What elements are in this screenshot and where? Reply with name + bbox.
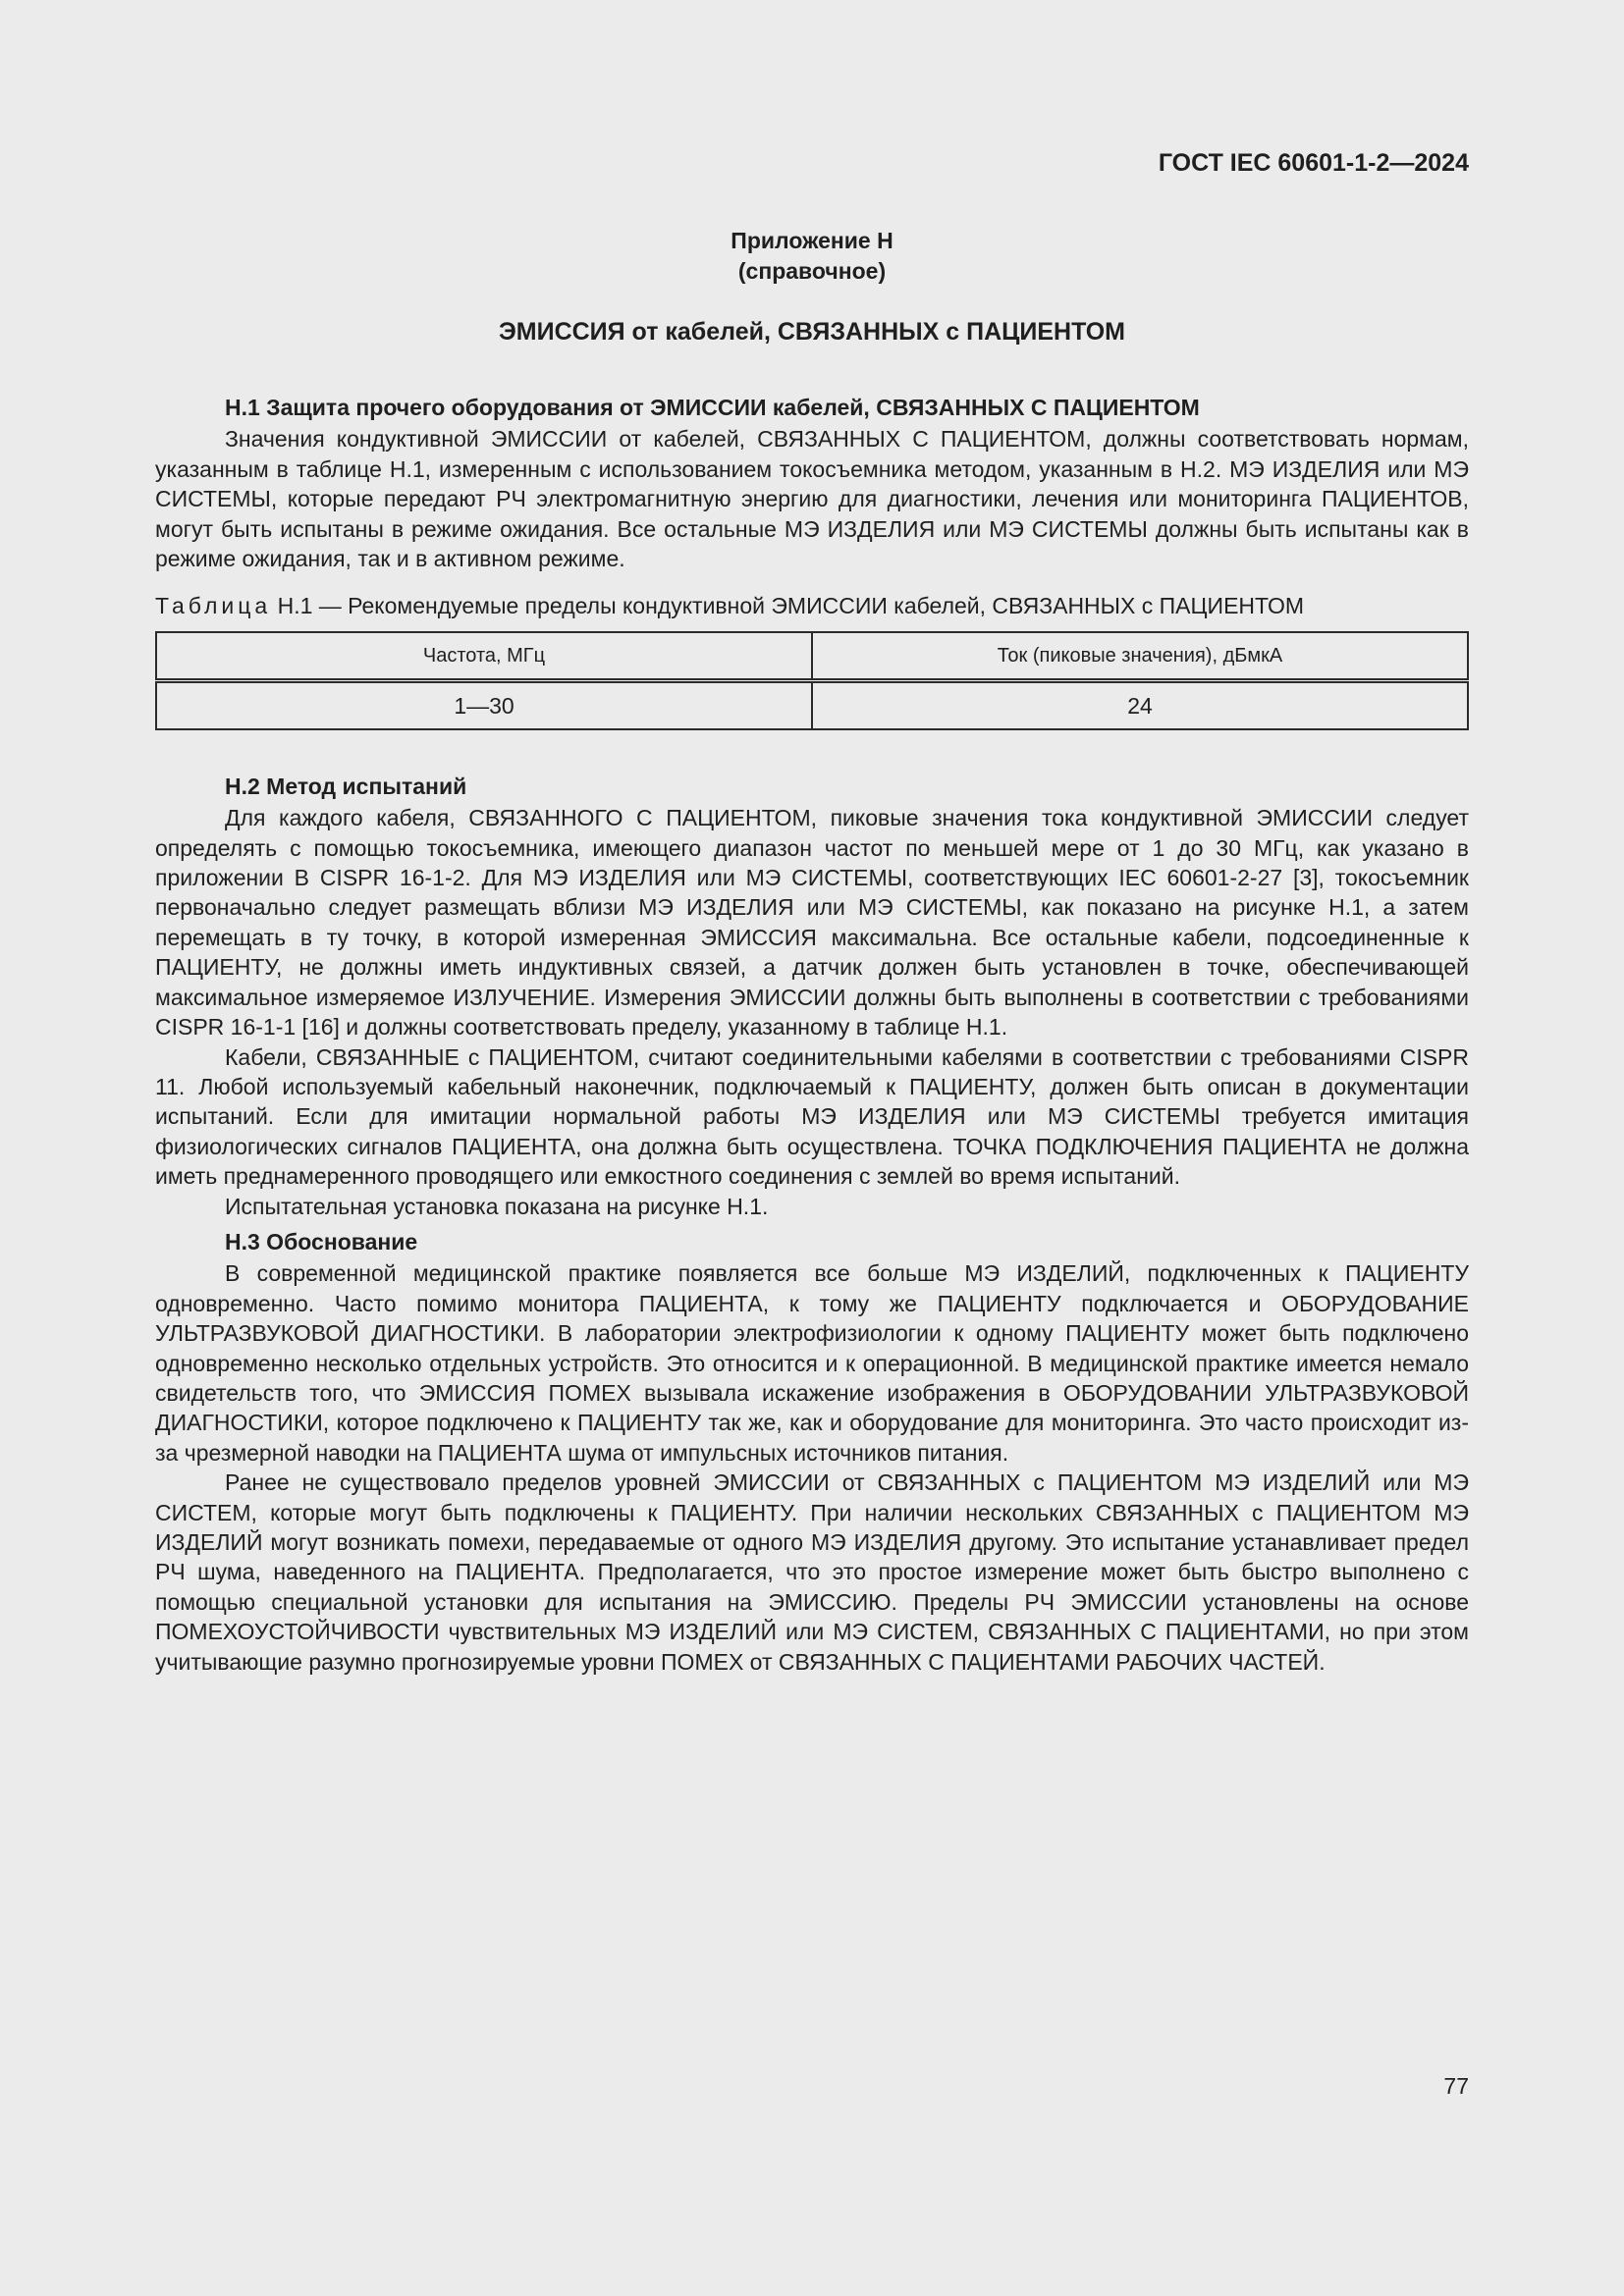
annex-type: (справочное) (737, 258, 887, 284)
table-caption-text: H.1 — Рекомендуемые пределы кондуктивной ЭМИССИИ кабелей, СВЯЗАННЫХ с ПАЦИЕНТОМ (277, 593, 1305, 619)
section-heading-h3: H.3 Обоснование (225, 1228, 418, 1255)
section-heading-h2: H.2 Метод испытаний (225, 773, 467, 799)
paragraph: Ранее не существовало пределов уровней ЭМИССИИ от СВЯЗАННЫХ с ПАЦИЕНТОМ МЭ ИЗДЕЛИЙ или МЭ СИСТЕМ, которые могут быть подключены к ПАЦИЕНТУ. При наличии нескольких СВЯЗАННЫХ с ПАЦИЕНТОМ МЭ ИЗДЕЛИЙ могут возникать помехи, передаваемые от одного МЭ ИЗДЕЛИЯ другому. Это испытание устанавливает предел РЧ шума, наведенного на ПАЦИЕНТА. Предполагается, что это простое измерение может быть быстро выполнено с помощью специальной установки для испытания на ЭМИССИЮ. Пределы РЧ ЭМИССИИ установлены на основе ПОМЕХОУСТОЙЧИВОСТИ чувствительных МЭ ИЗДЕЛИЙ или МЭ СИСТЕМ, СВЯЗАННЫХ С ПАЦИЕНТАМИ, но при этом учитывающие разумно прогнозируемые уровни ПОМЕХ от СВЯЗАННЫХ С ПАЦИЕНТАМИ РАБОЧИХ ЧАСТЕЙ. (155, 1469, 1469, 1675)
table-header-row (156, 632, 1468, 681)
paragraph: Для каждого кабеля, СВЯЗАННОГО С ПАЦИЕНТОМ, пиковые значения тока кондуктивной ЭМИССИИ следует определять с помощью токосъемника, имеющего диапазон частот по меньшей мере от 1 до 30 МГц, как указано в приложении B CISPR 16-1-2. Для МЭ ИЗДЕЛИЯ или МЭ СИСТЕМЫ, соответствующих IEC 60601-2-27 [3], токосъемник первоначально следует размещать вблизи МЭ ИЗДЕЛИЯ или МЭ СИСТЕМЫ, как показано на рисунке H.1, а затем перемещать в ту точку, в которой измеренная ЭМИССИЯ максимальна. Все остальные кабели, подсоединенные к ПАЦИЕНТУ, не должны иметь индуктивных связей, а датчик должен быть установлен в точке, обеспечивающей максимальное измеряемое ИЗЛУЧЕНИЕ. Измерения ЭМИССИИ должны быть выполнены в соответствии с требованиями CISPR 16-1-1 [16] и должны соответствовать пределу, указанному в таблице H.1. (155, 805, 1469, 1041)
table-caption (155, 591, 1469, 620)
document-body (155, 393, 1469, 1677)
column-header: Ток (пиковые значения), дБмкА (812, 632, 1468, 681)
annex-title: Приложение H (731, 228, 893, 253)
page-number: 77 (1443, 2073, 1469, 2099)
table-cell: 24 (812, 680, 1468, 729)
paragraph: Значения кондуктивной ЭМИССИИ от кабелей, СВЯЗАННЫХ С ПАЦИЕНТОМ, должны соответствовать нормам, указанным в таблице H.1, измеренным с использованием токосъемника методом, указанным в H.2. МЭ ИЗДЕЛИЯ или МЭ СИСТЕМЫ, которые передают РЧ электромагнитную энергию для диагностики, лечения или мониторинга ПАЦИЕНТОВ, могут быть испытаны в режиме ожидания. Все остальные МЭ ИЗДЕЛИЯ или МЭ СИСТЕМЫ должны быть испытаны как в режиме ожидания, так и в активном режиме. (155, 426, 1469, 572)
paragraph: В современной медицинской практике появляется все больше МЭ ИЗДЕЛИЙ, подключенных к ПАЦИЕНТУ одновременно. Часто помимо монитора ПАЦИЕНТА, к тому же ПАЦИЕНТУ подключается и ОБОРУДОВАНИЕ УЛЬТРАЗВУКОВОЙ ДИАГНОСТИКИ. В лаборатории электрофизиологии к одному ПАЦИЕНТУ может быть подключено одновременно несколько отдельных устройств. Это относится и к операционной. В медицинской практике имеется немало свидетельств того, что ЭМИССИЯ ПОМЕХ вызывала искажение изображения в ОБОРУДОВАНИИ УЛЬТРАЗВУКОВОЙ ДИАГНОСТИКИ, которое подключено к ПАЦИЕНТУ так же, как и оборудование для мониторинга. Это часто происходит из-за чрезмерной наводки на ПАЦИЕНТА шума от импульсных источников питания. (155, 1260, 1469, 1466)
page-title: ЭМИССИЯ от кабелей, СВЯЗАННЫХ с ПАЦИЕНТОМ (498, 318, 1125, 346)
annex-heading (0, 226, 1624, 287)
table-caption-label: Таблица (155, 593, 272, 619)
section-heading-h1: H.1 Защита прочего оборудования от ЭМИССИИ кабелей, СВЯЗАННЫХ С ПАЦИЕНТОМ (225, 395, 1200, 420)
table-row (156, 680, 1468, 729)
table-cell: 1—30 (156, 680, 812, 729)
paragraph: Кабели, СВЯЗАННЫЕ с ПАЦИЕНТОМ, считают соединительными кабелями в соответствии с требованиями CISPR 11. Любой используемый кабельный наконечник, подключаемый к ПАЦИЕНТУ, должен быть описан в документации испытаний. Если для имитации нормальной работы МЭ ИЗДЕЛИЯ или МЭ СИСТЕМЫ требуется имитация физиологических сигналов ПАЦИЕНТА, она должна быть осуществлена. ТОЧКА ПОДКЛЮЧЕНИЯ ПАЦИЕНТА не должна иметь преднамеренного проводящего или емкостного соединения с землей во время испытаний. (155, 1043, 1469, 1190)
column-header: Частота, МГц (156, 632, 812, 681)
paragraph: Испытательная установка показана на рисунке H.1. (225, 1193, 769, 1219)
standard-designation: ГОСТ IEC 60601-1-2—2024 (1158, 149, 1469, 177)
emission-limits-table (155, 631, 1469, 730)
